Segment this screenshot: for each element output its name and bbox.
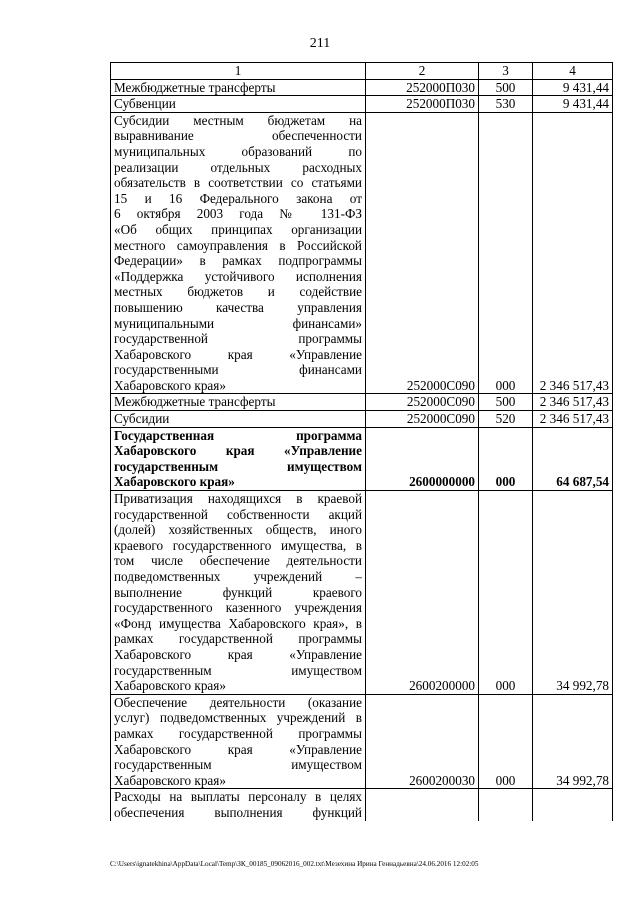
row-amount: 2 346 517,43 [533,112,613,394]
table-row [111,112,613,394]
row-name-line: Хабаровского края» [114,772,226,788]
row-name-line: муниципальных образований по [114,143,362,159]
row-name-line: Хабаровского края» [114,474,235,490]
row-name-line: Федерации» в рамках подпрограммы [114,253,362,269]
row-name-line: Приватизация находящихся в краевой [114,491,362,507]
row-name-line: выравнивание обеспеченности [114,128,362,144]
row-name-line: Хабаровского края» [114,678,226,694]
page-number: 211 [309,36,331,51]
row-name-line: муниципальными финансами» [114,315,362,331]
row-code: 2600200000 [366,491,479,695]
row-code: 252000С090 [366,112,479,394]
row-name-line: 6 октября 2003 года № 131-ФЗ [114,206,362,222]
row-code: 2600000000 [366,427,479,490]
row-code: 2600200030 [366,694,479,789]
row-name-line: обязательств в соответствии со статьями [114,175,362,191]
row-name-line: Расходы на выплаты персоналу в целях [114,789,362,805]
row-name-line: услуг) подведомственных учреждений в [114,710,362,726]
table-row [111,411,613,428]
row-name-line: повышению качества управления [114,299,362,315]
table-row [111,96,613,113]
row-amount: 34 992,78 [533,491,613,695]
row-name [111,394,366,411]
row-name-line: государственным имуществом [114,662,362,678]
row-name-line: государственной собственности акций [114,506,362,522]
row-name-line: Хабаровского края «Управление [114,741,362,757]
row-name-line: подведомственных учреждений – [114,569,362,584]
row-type: 520 [479,411,533,428]
row-amount: 9 431,44 [533,79,613,96]
row-name-line: рамках государственной программы [114,725,362,741]
row-name-line: Межбюджетные трансферты [114,394,276,410]
row-name [111,112,366,394]
row-name-line: государственным имуществом [114,757,362,773]
row-type: 000 [479,694,533,789]
row-amount: 2 346 517,43 [533,394,613,411]
row-name [111,427,366,490]
row-name [111,789,366,821]
row-code [366,789,479,821]
table-row [111,789,613,821]
row-name-line: государственным имуществом [114,458,362,474]
header-col-3: 3 [479,63,533,80]
row-name [111,79,366,96]
row-name-line: «Фонд имущества Хабаровского края», в [114,615,362,631]
row-name-line: краевого государственного имущества, в [114,537,362,553]
row-type: 000 [479,427,533,490]
row-name-line: 15 и 16 Федерального закона от [114,190,362,206]
row-code: 252000С090 [366,411,479,428]
row-name-line: (долей) хозяйственных обществ, иного [114,522,362,538]
row-amount: 9 431,44 [533,96,613,113]
budget-table [110,62,613,821]
row-name-line: Хабаровского края» [114,377,226,393]
row-amount [533,789,613,821]
row-amount: 64 687,54 [533,427,613,490]
row-name [111,411,366,428]
table-row [111,79,613,96]
row-type: 530 [479,96,533,113]
row-name-line: том числе обеспечение деятельности [114,553,362,569]
row-name [111,694,366,789]
row-amount: 34 992,78 [533,694,613,789]
row-name-line: Государственная программа [114,427,362,443]
header-col-1: 1 [111,63,366,80]
row-name-line: «Об общих принципах организации [114,221,362,237]
footer-file-path: C:\Users\ignatekhina\AppData\Local\Temp\ЗК_00185_09062016_002.txt\Мезехина Ирина Геннадьевна\24.06.2016 12:02:05 [110,860,479,868]
row-name-line: местных бюджетов и содействие [114,284,362,300]
row-code: 252000П030 [366,96,479,113]
row-type: 000 [479,112,533,394]
table-header-row [111,63,613,80]
row-name-line: государственными финансами [114,362,362,378]
table-row [111,694,613,789]
row-name-line: Хабаровского края «Управление [114,443,362,459]
table-row [111,491,613,695]
row-type: 500 [479,79,533,96]
header-col-2: 2 [366,63,479,80]
row-type [479,789,533,821]
row-name-line: выполнение функций краевого [114,584,362,600]
row-name [111,491,366,695]
row-name [111,96,366,113]
row-code: 252000П030 [366,79,479,96]
header-col-4: 4 [533,63,613,80]
row-name-line: Межбюджетные трансферты [114,79,276,95]
row-name-line: реализации отдельных расходных [114,159,362,175]
row-name-line: рамках государственной программы [114,631,362,647]
table-row [111,427,613,490]
row-name-line: Хабаровского края «Управление [114,346,362,362]
row-name-line: Субсидии местным бюджетам на [114,112,362,128]
row-name-line: государственного казенного учреждения [114,600,362,616]
row-name-line: обеспечения выполнения функций [114,804,362,820]
row-name-line: Хабаровского края «Управление [114,646,362,662]
row-name-line: Обеспечение деятельности (оказание [114,694,362,710]
row-name-line: государственной программы [114,331,362,347]
table-row [111,394,613,411]
row-amount: 2 346 517,43 [533,411,613,428]
row-code: 252000С090 [366,394,479,411]
row-type: 500 [479,394,533,411]
row-name-line: местного самоуправления в Российской [114,237,362,253]
row-name-line: «Поддержка устойчивого исполнения [114,268,362,284]
row-name-line: Субсидии [114,411,170,427]
row-name-line: Субвенции [114,96,176,112]
row-type: 000 [479,491,533,695]
